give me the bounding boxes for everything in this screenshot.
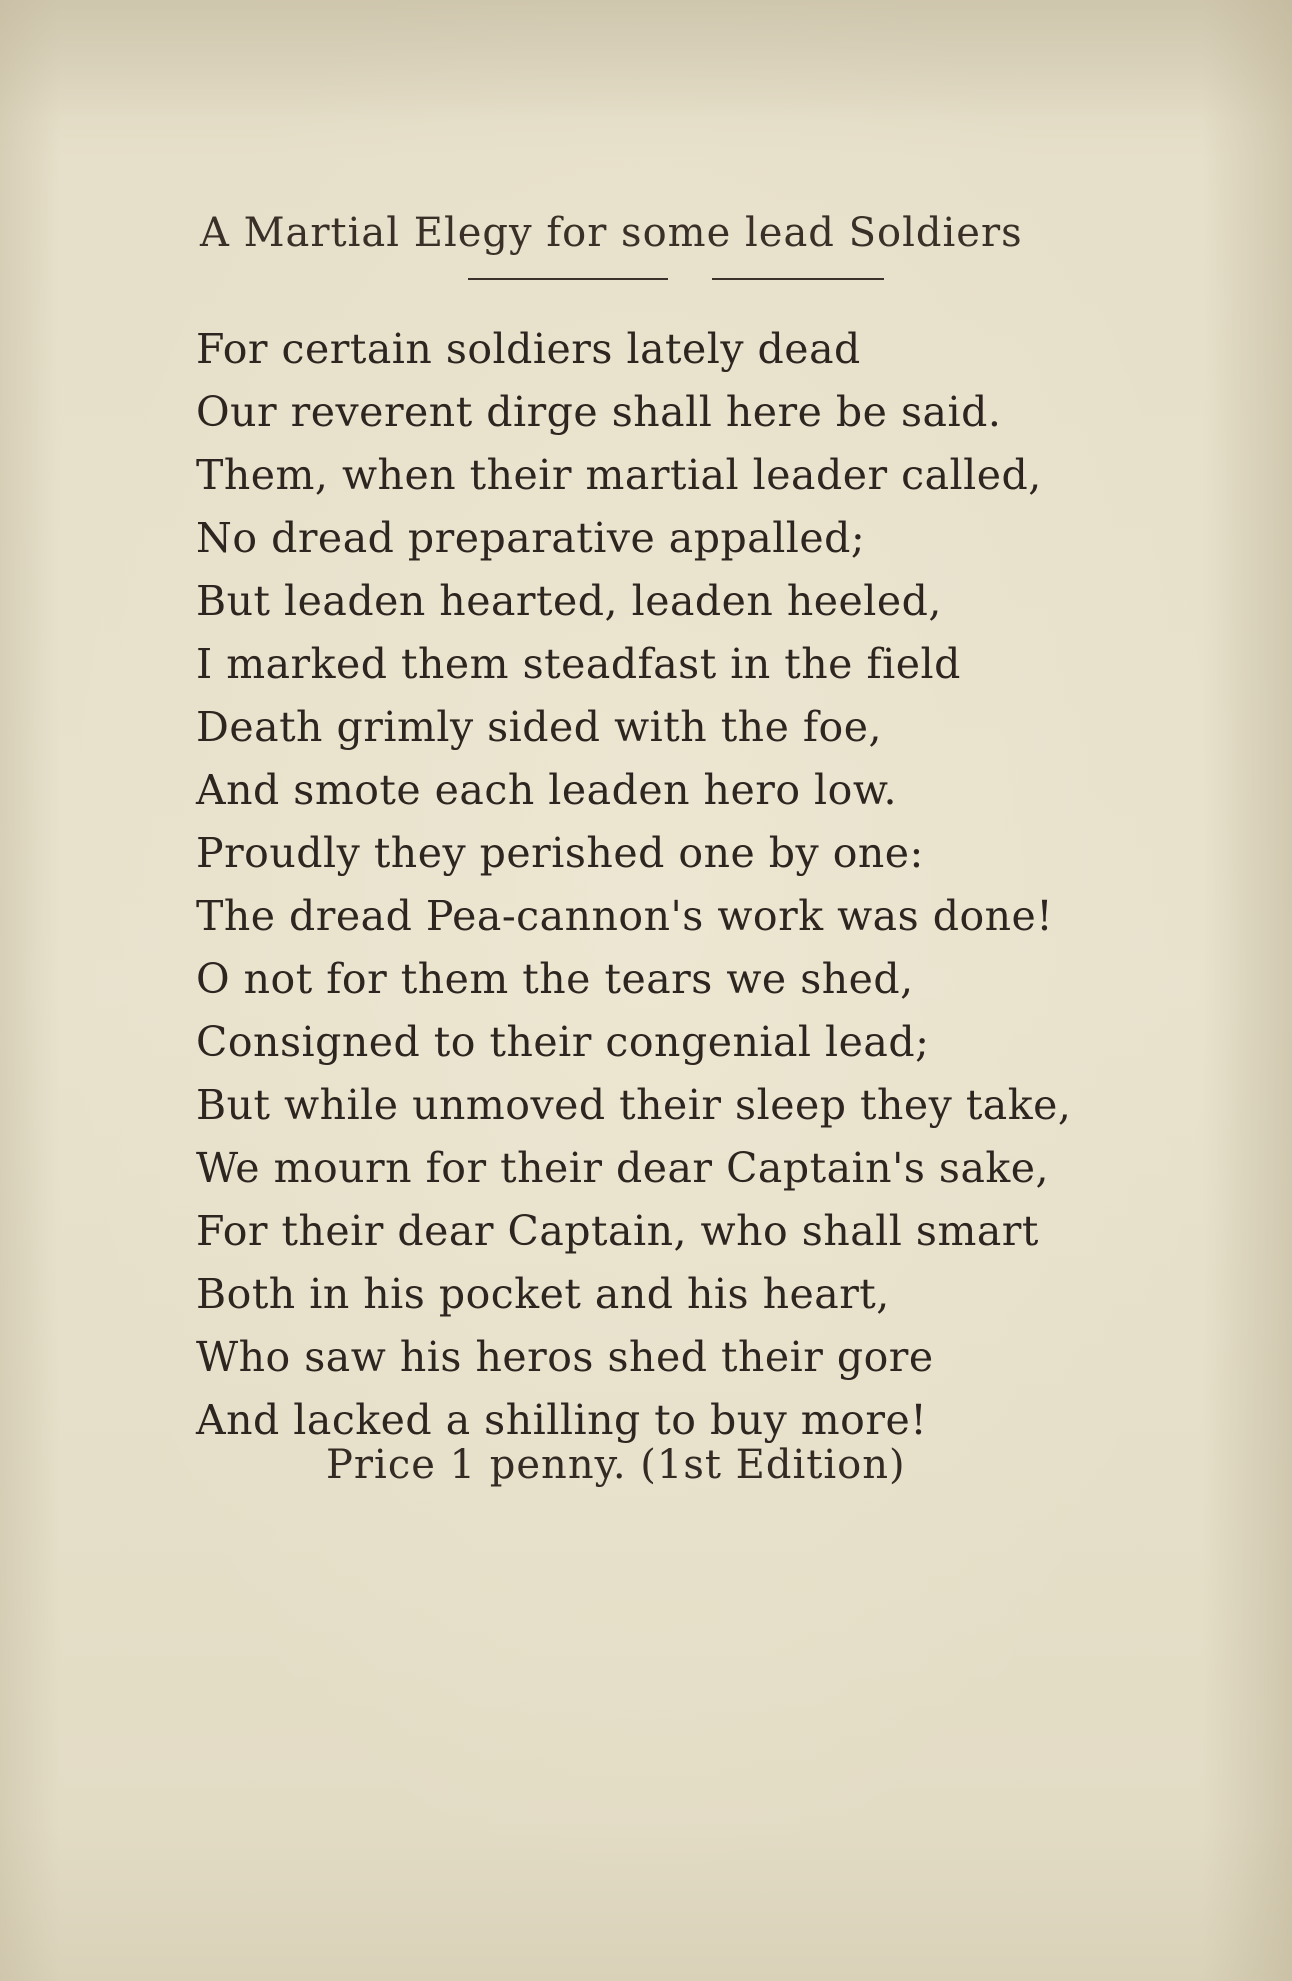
- poem-body: [196, 318, 1136, 1452]
- title-underline-left: [468, 278, 668, 280]
- poem-line: We mourn for their dear Captain's sake,: [196, 1144, 1050, 1192]
- poem-line: For their dear Captain, who shall smart: [196, 1207, 1039, 1255]
- title-underline-right: [712, 278, 884, 280]
- title-block: [200, 210, 1080, 256]
- poem-line: Consigned to their congenial lead;: [196, 1018, 930, 1066]
- poem-title: A Martial Elegy for some lead Soldiers: [200, 210, 1023, 256]
- poem-line: Them, when their martial leader called,: [196, 451, 1042, 499]
- paper-edge-right: [1202, 0, 1292, 1981]
- poem-line: O not for them the tears we shed,: [196, 955, 914, 1003]
- paper-edge-left: [0, 0, 60, 1981]
- poem-line: Death grimly sided with the foe,: [196, 703, 883, 751]
- poem-line: Who saw his heros shed their gore: [196, 1333, 934, 1381]
- poem-line: Proudly they perished one by one:: [196, 829, 924, 877]
- poem-line: And lacked a shilling to buy more!: [196, 1396, 928, 1444]
- poem-line: But while unmoved their sleep they take,: [196, 1081, 1072, 1129]
- poem-line: Both in his pocket and his heart,: [196, 1270, 890, 1318]
- poem-line: I marked them steadfast in the field: [196, 640, 961, 688]
- poem-line: For certain soldiers lately dead: [196, 325, 861, 373]
- paper-edge-top: [0, 0, 1292, 120]
- price-line: Price 1 penny. (1st Edition): [326, 1442, 906, 1488]
- poem-line: No dread preparative appalled;: [196, 514, 866, 562]
- poem-line: But leaden hearted, leaden heeled,: [196, 577, 942, 625]
- poem-line: And smote each leaden hero low.: [196, 766, 898, 814]
- poem-line: The dread Pea-cannon's work was done!: [196, 892, 1054, 940]
- poem-line: Our reverent dirge shall here be said.: [196, 388, 1002, 436]
